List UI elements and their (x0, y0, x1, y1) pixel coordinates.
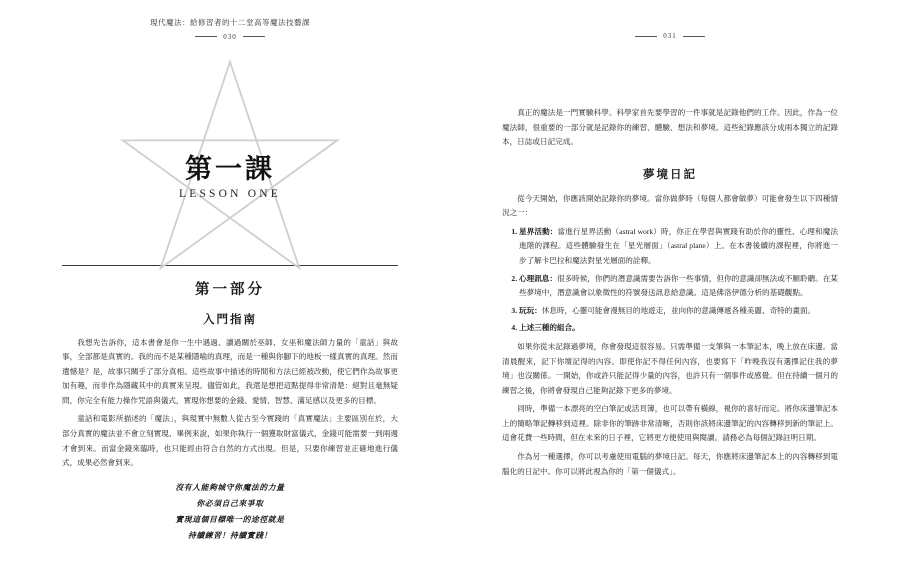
verse-line: 持續練習！持續實踐！ (188, 530, 272, 540)
lesson-title-en: LESSON ONE (179, 188, 281, 201)
part-title: 第一部分 (195, 281, 265, 298)
list-item-text: 很多時候，你們的潛意識需要告訴你一些事情，但你的意識卻無法或不願聆聽。在某些夢境中，潛意識會以象徵性的符號發送訊息給意識。這是佛洛伊德分析的基礎觀點。 (519, 273, 839, 298)
paragraph: 同時，準備一本漂亮的空白筆記或活頁簿，也可以帶有橫線，視你的喜好而定。將你床邊筆記本上的簡略筆記轉移到這裡。除非你的筆跡非常清晰，否則你該將床邊筆記的內容轉移到新的筆記上。這會花費一些時間，但在未來的日子裡，它將更方便使用與閱讀。請務必為每個記錄註明日期。 (502, 404, 838, 443)
section-subtitle: 入門指南 (203, 313, 257, 326)
list-item-text: 休息時，心靈可能會漫無目的地遊走，並向你的意識傳遞各種美麗、奇特的畫面。 (541, 305, 816, 315)
verse-line: 實現這個目標唯一的途徑就是 (175, 514, 285, 524)
folio-rule-right (243, 36, 265, 37)
list-item-text: 當進行星界活動（astral work）時，你正在學習與實踐有助於你的靈性、心理和魔法進階的課程。這些體驗發生在「星光層面」（astral plane）上。在本書後續的課程裡，你將進一步了解卡巴拉和魔法對星光層面的詮釋。 (519, 226, 839, 266)
folio-number-left: 030 (223, 32, 237, 41)
paragraph: 從今天開始，你應該開始記錄你的夢境。當你做夢時（每個人都會做夢）可能會發生以下四種情況之一： (502, 193, 838, 218)
list-item (519, 225, 838, 269)
page-number-right (502, 32, 838, 40)
list-item (519, 321, 838, 336)
section-subtitle: 夢境日記 (643, 168, 697, 181)
lesson-title-cn: 第一課 (185, 153, 275, 184)
top-spacer (502, 46, 838, 106)
paragraph: 如果你從未記錄過夢境，你會發現這很容易。只需準備一支筆與一本筆記本，晚上放在床邊。當清晨醒來，記下你壇記得的內容。即使你記不得任何內容，也要寫下「昨晚我沒有選擇記住我的夢境」也沒關係。一開始，你或許只能記得少量的內容，也許只有一個事件或感覺。但在持續一個月的練習之後，你將會發現自己能夠記錄下更多的夢境。 (502, 341, 838, 395)
verse-line: 沒有人能夠城守你魔法的力量 (175, 482, 285, 492)
verse-line: 你必須自己來爭取 (196, 498, 264, 508)
folio-rule-right (683, 36, 705, 37)
running-head-left: 現代魔法：給修習者的十二堂高等魔法技藝課 (150, 18, 310, 27)
list-item-head: 玩玩： (519, 305, 542, 315)
list-item-head: 心理訊息： (519, 273, 557, 283)
lesson-title (62, 155, 398, 201)
list-item-head: 上述三種的組合。 (519, 323, 580, 333)
paragraph: 真正的魔法是一門實驗科學。科學家首先要學習的一件事就是記錄他們的工作。因此，作為一位魔法師，很重要的一部分就是記錄你的練習、體驗、想法和夢境。這些紀錄應該分成兩本獨立的記錄本，日誌或日記完成。 (502, 108, 838, 147)
paragraph: 作為另一種選擇，你可以考慮使用電腦的夢境日記。每天，你應將床邊筆記本上的內容轉移到電腦化的日記中。你可以將此視為你的「第一個儀式」。 (502, 451, 838, 476)
paragraph: 童話和電影所描述的「魔法」，與現實中無數人從古至今實踐的「真實魔法」主要區別在於，大部分真實的魔法並不會立刻實現、畢例來說，如果你執行一個獲取財富儀式，金錢可能需要一到兩週才會到來。而當金錢來臨時，也只能經由符合自然的方式出現。但是，只要你練習並正確地進行儀式，成果必然會到來。 (62, 414, 398, 468)
lesson-hero (62, 51, 398, 251)
page-number-left (62, 33, 398, 41)
numbered-list (502, 225, 838, 336)
paragraph: 我想先告訴你，這本書會是你一生中遇過、讀過關於巫師、女巫和魔法師力量的「童話」與故事，全部都是真實的。我的而不是某種隱喻的真理，而是一種與你腳下的地板一樣真實的真理。然而遺憾是？是，故事只關乎了部分真相。這些故事中描述的時間和方法已經被改動，使它們作為故事更加有趣，而非作為隱藏其中的真實來呈現。儘管如此，我還是想把這點提得非常清楚：絕對且毫無疑問，你完全有能力操作咒語與儀式，實現你想要的金錢、愛情、智慧、滿足感以及更多的目標。 (62, 337, 398, 405)
folio-number-right: 031 (663, 32, 677, 40)
verse-block (62, 480, 398, 544)
right-page (450, 0, 900, 574)
folio-rule-left (635, 36, 657, 37)
folio-rule-left (195, 36, 217, 37)
list-item (519, 304, 838, 319)
list-item (519, 272, 838, 301)
list-item-head: 星界活動： (519, 226, 558, 236)
